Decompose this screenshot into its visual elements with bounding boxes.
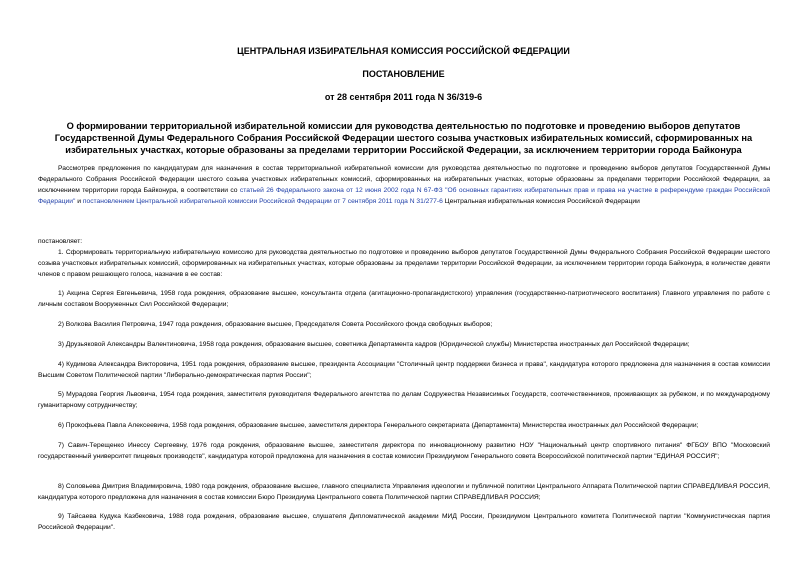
- member-item-5: 5) Мурадова Георгия Львовича, 1954 года рождения, заместителя руководителя Федерального агентства по делам Содружества Независимых Государств, соотечественников, проживающих за рубежом, и по международному гуманитарному сотрудничеству;: [38, 391, 770, 409]
- preamble: [38, 163, 770, 207]
- preamble-text: Рассмотрев предложения по кандидатурам для назначения в состав территориальной избирательной комиссии для руководства деятельностью по подготовке и проведению выборов депутатов Государственной Думы Федерального Собрания Российской Федерации шестого созыва участковых избирательных комиссий, сформированных на избирательных участках, которые образованы за пределами территории Российской Федерации, за исключением территории города Байконура, в соответствии со: [38, 165, 770, 194]
- document-type: ПОСТАНОВЛЕНИЕ: [362, 69, 445, 79]
- resolves-label: постановляет:: [38, 238, 83, 245]
- preamble-text-end: Центральная избирательная комиссия Российской Федерации: [442, 198, 640, 205]
- clause-1: 1. Сформировать территориальную избирательную комиссию для руководства деятельностью по подготовке и проведению выборов депутатов Государственной Думы Федерального Собрания Российской Федерации шестого созыва участковых избирательных комиссий, сформированных на избирательных участках, которые образованы за пределами территории Российской Федерации, за исключением территории города Байконура, в количестве девяти членов с правом решающего голоса, назначив в ее состав:: [38, 249, 770, 278]
- member-item-3: 3) Друзьяковой Александры Валентиновича, 1958 года рождения, образование высшее, советника Департамента кадров (Юридической службы) Министерства иностранных дел Российской Федерации;: [58, 341, 690, 348]
- commission-name: ЦЕНТРАЛЬНАЯ ИЗБИРАТЕЛЬНАЯ КОМИССИЯ РОССИЙСКОЙ ФЕДЕРАЦИИ: [237, 46, 570, 56]
- member-item-7: 7) Савич-Терещенко Инессу Сергеевну, 1976 года рождения, образование высшее, заместителя директора по инновационному развитию НОУ "Национальный центр спортивного питания" ФГБОУ ВПО "Московский государственный университет пищевых производств", кандидатура которой предложена для назначения в состав комиссии Президиумом Генерального совета Всероссийской политической партии "ЕДИНАЯ РОССИЯ";: [38, 442, 770, 460]
- member-item-4: 4) Кудимова Александра Викторовича, 1951 года рождения, образование высшее, президента Ассоциации "Столичный центр поддержки бизнеса и права", кандидатура которого предложена для назначения в состав комиссии Высшим Советом Политической партии "Либерально-демократическая партия России";: [38, 361, 770, 379]
- law-link[interactable]: статьей 26 Федерального закона от 12 июня 2002 года N 67-ФЗ "Об основных гарантиях избирательных прав и права на участие в референдуме граждан Российской Федерации": [38, 187, 770, 205]
- member-item-6: 6) Прокофьева Павла Алексеевича, 1958 года рождения, образование высшее, заместителя директора Генерального секретариата (Департамента) Министерства иностранных дел Российской Федерации;: [58, 422, 699, 429]
- document-date-number: от 28 сентября 2011 года N 36/319-6: [324, 92, 483, 102]
- member-item-8: 8) Соловьева Дмитрия Владимировича, 1980 года рождения, образование высшее, главного специалиста Управления идеологии и публичной политики Центрального Аппарата Политической партии СПРАВЕДЛИВАЯ РОССИЯ, кандидатура которого предложена для назначения в состав комиссии Бюро Президиума Центрального совета Политической партии СПРАВЕДЛИВАЯ РОССИЯ;: [38, 483, 770, 501]
- preamble-text-and: и: [75, 198, 83, 205]
- document-title: О формировании территориальной избирательной комиссии для руководства деятельностью по подготовке и проведению выборов депутатов Государственной Думы Федерального Собрания Российской Федерации шестого созыва участковых избирательных комиссий, сформированных на избирательных участках, которые образованы за пределами территории Российской Федерации, за исключением территории города Байконура: [54, 121, 753, 155]
- member-item-1: 1) Акцина Сергея Евгеньевича, 1958 года рождения, образование высшее, консультанта отдела (агитационно-пропагандистского) управления (государственно-патриотического воспитания) Главного управления по работе с личным составом Вооруженных Сил Российской Федерации;: [38, 290, 770, 308]
- resolution-link[interactable]: постановлением Центральной избирательной комиссии Российской Федерации от 7 сентября 2011 года N 31/277-6: [82, 198, 443, 205]
- member-item-2: 2) Волкова Василия Петровича, 1947 года рождения, образование высшее, Председателя Совета Российского фонда свободных выборов;: [58, 321, 493, 328]
- member-item-9: 9) Тайсаева Кудука Казбековича, 1988 года рождения, образование высшее, слушателя Дипломатической академии МИД России, Президиумом Центрального комитета Политической партии "Коммунистическая партия Российской Федерации".: [38, 513, 770, 531]
